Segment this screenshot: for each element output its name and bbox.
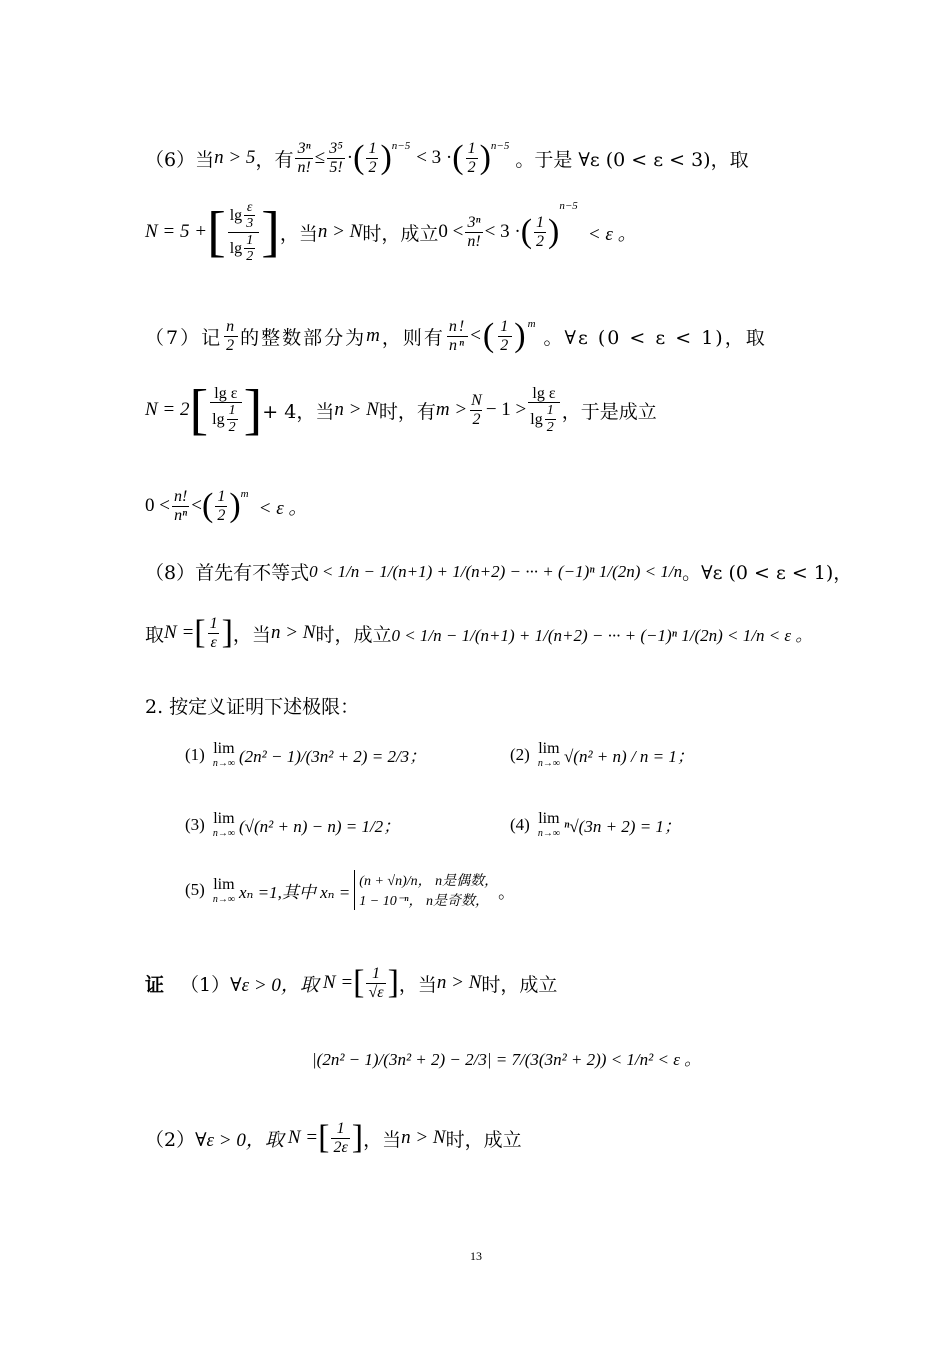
p6-le: ≤ — [314, 147, 326, 169]
p6-exp3: n−5 — [559, 200, 578, 212]
proof1-text: ∀ε > 0，取 — [230, 974, 319, 996]
p6-den1: n! — [297, 158, 311, 176]
p6-half-num: 1 — [368, 140, 377, 157]
p8-qu: 取 — [145, 623, 165, 646]
p7-end: < ε 。 — [258, 497, 308, 519]
p7-N2 — [469, 392, 484, 428]
p8-N-eq: N = — [164, 622, 195, 644]
item4-sub: n→∞ — [537, 828, 560, 839]
proof2-den: 2ε — [333, 1138, 348, 1156]
p6-half-den: 2 — [368, 158, 377, 176]
p6-lg2: lg — [229, 239, 243, 257]
p7-h2-den: 2 — [217, 506, 226, 524]
item1-sub: n→∞ — [212, 758, 235, 769]
p7-h-num: 1 — [500, 318, 511, 335]
p7-line2: N = 2 [ lg ε lg $\frac{1}{2}$ ] + 4，当 n > N 时，有 m > $\frac{N}{2}$ − 1 > lg ε lg $\frac{1}{2}$ ，于是成立 — [145, 379, 657, 441]
p8-eps: ε — [210, 633, 217, 651]
p8-ngtN: n > N — [270, 622, 316, 644]
proof-zheng: 证 — [145, 973, 165, 996]
item-5 — [185, 870, 515, 910]
p6-comma-when: ，当 — [279, 222, 318, 245]
p6-ngtN: n > N — [317, 221, 363, 243]
p6-den3: n! — [467, 232, 481, 250]
proof1-label: （1） — [180, 973, 231, 996]
p6-end: < ε 。 — [587, 223, 637, 245]
p6-line1: （6） 当 n > 5 ，有 $\frac{\text{3ⁿ}}{n!}$ ≤ $\frac{\text{3⁵}}{5!}$ · ( $\frac{1}{2}$ ) $^{n-5}$ < 3 · ( $\frac{1}{2}$ ) $^{n-5}$ 。于是 ∀ε (0 < ε < 3)，取 — [145, 139, 749, 177]
item3-lim: lim — [213, 810, 235, 827]
p6-den2: 5! — [329, 158, 343, 176]
p7-lg-eps: lg ε — [214, 384, 238, 402]
p7-mgt: m > — [435, 399, 468, 420]
p7-ji: 记 — [201, 326, 223, 349]
p6-line2: N = 5 + [ lg $\frac{\varepsilon}{3}$ lg $\frac{1}{2}$ ] ，当 n > N 时，成立 0 < $\frac{\text{3ⁿ}}{n!}$ < 3 · ( $\frac{1}{2}$ ) n−5 < ε 。 — [145, 200, 637, 265]
item4-label: (4) — [510, 814, 530, 834]
p7-two: 2 — [472, 410, 481, 428]
item-3 — [185, 810, 400, 839]
p6-lg-eps: ε — [246, 200, 253, 215]
p7-nfrac — [447, 318, 468, 354]
proof2-when: ，当 — [363, 1128, 402, 1151]
p7-lg-frac2 — [528, 385, 559, 435]
p6-big-frac — [228, 200, 259, 265]
p7-plus4: + 4，当 — [262, 400, 335, 423]
p8-label: （8）首先有不等式 — [145, 562, 310, 584]
proof2-num: 1 — [336, 1120, 345, 1137]
p7-label: （7） — [145, 326, 202, 349]
item5-sub: n→∞ — [212, 893, 235, 905]
item2-lim: lim — [538, 740, 560, 757]
item-1 — [185, 740, 426, 769]
proof-2: （2） ∀ε > 0，取 N = [ $\frac{1}{2\varepsilon}$ ] ，当 n > N 时，成立 — [145, 1119, 522, 1157]
p6-lt3: < 3 · — [416, 147, 453, 169]
p6-exp: n−5 — [391, 140, 411, 152]
p7-N: N — [471, 391, 482, 409]
item5-label: (5) — [185, 880, 205, 899]
p7-h2-num: 1 — [217, 488, 226, 505]
item5-expr: xₙ =1,其中 xₙ = — [238, 882, 351, 902]
proof2-label: （2） — [145, 1128, 196, 1151]
proof2-chengli: 时，成立 — [445, 1128, 522, 1151]
p6-frac1 — [295, 140, 312, 176]
p6-num3: 3ⁿ — [467, 214, 481, 232]
proof1-ngtN: n > N — [436, 972, 482, 994]
p7-lg2: 2 — [228, 419, 236, 435]
proof-1: 证 （1） ∀ε > 0，取 N = [ $\frac{1}{√\varepsilon}$ ] ，当 n > N 时，成立 — [145, 964, 558, 1002]
item3-expr: (√(n² + n) − n) = 1/2； — [238, 817, 401, 836]
p8-ineq: 0 < 1/n − 1/(n+1) + 1/(n+2) − ··· + (−1)ⁿ 1/(2n) < 1/n — [309, 561, 683, 581]
p7-text1: 的整数部分为 — [240, 326, 367, 349]
p6-dot: · — [346, 147, 354, 169]
p7-shi-you: 时，有 — [378, 400, 436, 423]
p7-m: m — [366, 325, 382, 347]
page-number: 13 — [470, 1249, 482, 1263]
item5-cases — [354, 870, 498, 910]
p7-lg-b: lg — [530, 410, 543, 428]
item2-label: (2) — [510, 744, 530, 764]
p6-h3-num: 1 — [536, 214, 545, 232]
p7-lg-eps2: lg ε — [532, 384, 556, 402]
p7-N-eq: N = 2 — [145, 399, 190, 420]
p7-lg: lg — [212, 410, 225, 428]
proof2-N: N = — [287, 1127, 319, 1149]
p7-exp2: m — [240, 488, 249, 500]
p7-minus1: − 1 > — [485, 399, 527, 420]
proof1-when: ，当 — [398, 973, 437, 996]
p7-nn: nⁿ — [449, 336, 467, 354]
p8-line1 — [145, 558, 852, 585]
item2-sub: n→∞ — [537, 758, 560, 769]
p6-h3-den: 2 — [536, 232, 545, 250]
p7-text3: 。∀ε (0 < ε < 1)，取 — [543, 326, 767, 349]
p8-chengli: 时，成立 — [315, 623, 392, 646]
proof-1-eq — [312, 1045, 701, 1070]
p6-exp2: n−5 — [490, 140, 510, 152]
p6-when: 当 — [195, 148, 215, 171]
p6-lg1: lg — [229, 207, 243, 225]
item3-sub: n→∞ — [212, 828, 235, 839]
p6-lg-3: 3 — [246, 216, 254, 232]
proof1-chengli: 时，成立 — [481, 973, 558, 996]
p6-half — [366, 140, 378, 176]
p7-big-frac — [210, 385, 241, 435]
proof1-eq: |(2n² − 1)/(3n² + 2) − 2/3| = 7/(3(3n² + 2)) < 1/n² < ε 。 — [312, 1050, 702, 1069]
p7-nn2: nⁿ — [174, 506, 188, 524]
section2-heading: 2. 按定义证明下述极限： — [145, 696, 360, 718]
p6-N-eq: N = 5 + — [145, 221, 208, 243]
p7-2: 2 — [226, 336, 237, 354]
item5-end: 。 — [498, 882, 516, 903]
item1-label: (1) — [185, 744, 205, 764]
proof1-N: N = — [322, 972, 354, 994]
p6-zero-lt: 0 < — [438, 221, 464, 243]
p6-lg-2: 2 — [246, 249, 254, 265]
p7-lt2: < — [191, 495, 203, 517]
p7-zero-lt: 0 < — [145, 495, 170, 517]
p6-have: ，有 — [255, 148, 294, 171]
p7-nfact2: n! — [173, 488, 188, 505]
proof1-den: √ε — [368, 983, 384, 1001]
p7-line3: 0 < $\frac{n!}{\text{nⁿ}}$ < ( $\frac{1}{2}$ ) $^m$ < ε 。 — [145, 487, 308, 525]
item1-expr: (2n² − 1)/(3n² + 2) = 2/3； — [238, 747, 427, 766]
p7-text2: ，则有 — [381, 326, 445, 349]
item-2 — [510, 740, 694, 769]
p7-n2 — [224, 318, 238, 354]
p8-tail1: 。∀ε (0 < ε < 1)， — [682, 562, 853, 584]
p6-frac2 — [327, 140, 345, 176]
item-4 — [510, 810, 681, 839]
p7-lgb1: 1 — [546, 403, 554, 419]
item4-lim: lim — [538, 810, 560, 827]
p7-nfact: n! — [448, 318, 467, 335]
p6-cond: n > 5 — [214, 147, 256, 169]
p6-tail: 。于是 ∀ε (0 < ε < 3)，取 — [515, 148, 749, 171]
proof2-text: ∀ε > 0，取 — [195, 1129, 284, 1151]
p6-lg-1: 1 — [246, 232, 254, 248]
p6-frac3 — [465, 214, 482, 250]
p6-half2-den: 2 — [467, 158, 476, 176]
item5-case1: (n + √n)/n， n是偶数， — [359, 874, 499, 889]
item5-lim: lim — [213, 875, 235, 893]
p6-num2: 3⁵ — [329, 140, 343, 157]
p6-lt3b: < 3 · — [484, 221, 521, 243]
p7-h-den: 2 — [500, 336, 511, 354]
proof1-num: 1 — [372, 965, 381, 982]
p7-exp: m — [527, 318, 538, 330]
item5-case2: 1 − 10⁻ⁿ， n是奇数， — [359, 894, 490, 909]
p7-lt: < — [470, 325, 483, 347]
p6-half2-num: 1 — [467, 140, 476, 157]
p7-n: n — [226, 318, 237, 335]
item4-expr: ⁿ√(3n + 2) = 1； — [563, 817, 681, 836]
proof2-ngtN: n > N — [401, 1127, 446, 1149]
p7-line1: （7） 记 $\frac{n}{2}$ 的整数部分为 m ，则有 $\frac{n!}{\text{nⁿ}}$ < ( $\frac{1}{2}$ ) $^m$ 。∀ε (0 < ε < 1)，取 — [145, 317, 767, 355]
item3-label: (3) — [185, 814, 205, 834]
p7-yushi: ，于是成立 — [561, 400, 657, 423]
p7-ngtN: n > N — [334, 399, 379, 420]
p6-num1: 3ⁿ — [297, 140, 311, 157]
p6-shi-chengli: 时，成立 — [362, 222, 439, 245]
item2-expr: √(n² + n) / n = 1； — [563, 747, 694, 766]
p7-lgb2: 2 — [546, 419, 554, 435]
p8-when: ，当 — [232, 623, 271, 646]
p8-ineq2: 0 < 1/n − 1/(n+1) + 1/(n+2) − ··· + (−1)ⁿ 1/(2n) < 1/n < ε 。 — [391, 625, 813, 645]
p6-half2 — [466, 140, 478, 176]
p7-lg1: 1 — [228, 403, 236, 419]
p6-label: （6） — [145, 148, 196, 171]
p8-line2: 取 N = [ $\frac{1}{\varepsilon}$ ] ，当 n > N 时，成立 0 < 1/n − 1/(n+1) + 1/(n+2) − ··· + (−1)ⁿ 1/(2n) < 1/n < ε 。 — [145, 614, 813, 652]
p8-one: 1 — [209, 615, 218, 632]
item1-lim: lim — [213, 740, 235, 757]
